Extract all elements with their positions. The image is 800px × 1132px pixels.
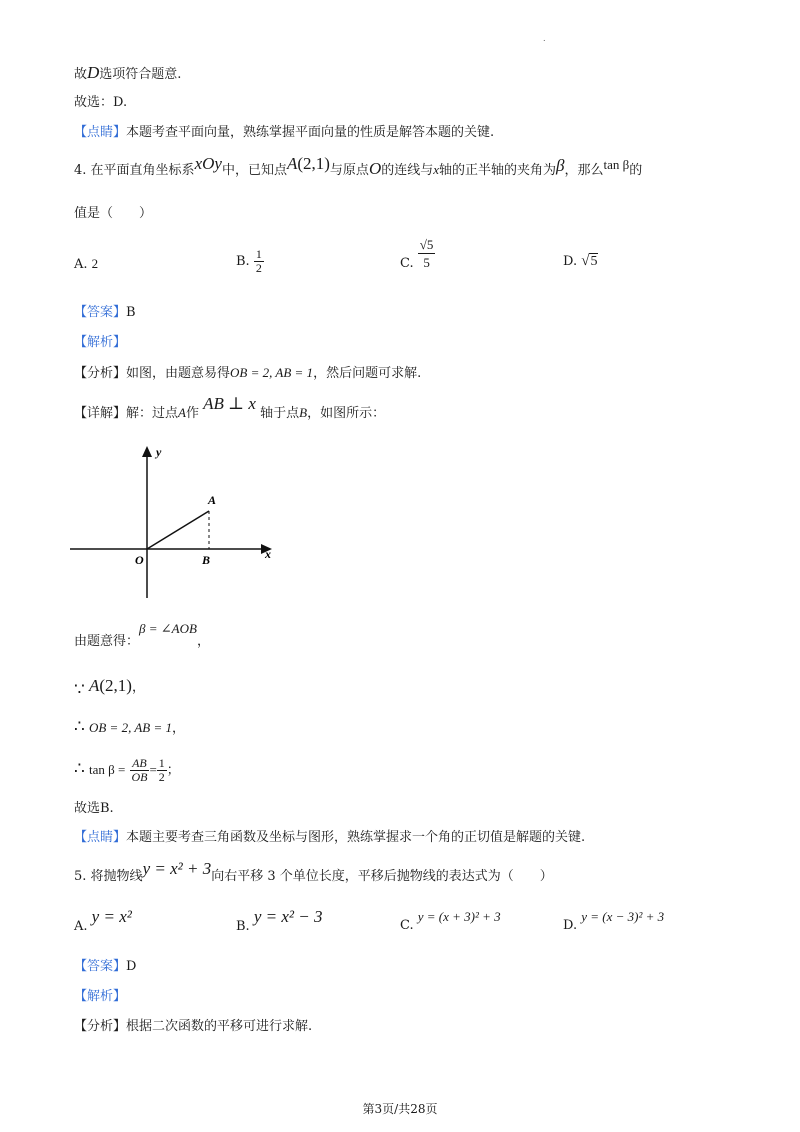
q5-option-b	[236, 907, 323, 934]
q4-step1	[74, 621, 210, 649]
math-tan: tan β =	[88, 762, 126, 777]
fraction-ab-ob	[129, 757, 149, 784]
math-a: A	[88, 676, 100, 695]
text: 的连线与	[381, 163, 434, 178]
question-number: 5.	[74, 869, 87, 884]
math-coords: (2,1)	[99, 676, 132, 695]
answer-tag: 【答案】	[74, 959, 127, 974]
text: 将抛物线	[90, 869, 143, 884]
option-value: y = (x − 3)² + 3	[581, 909, 665, 924]
text: 选项符合题意.	[99, 67, 182, 82]
page-footer: 第3页/共28页	[362, 1102, 438, 1116]
math-x: x	[433, 162, 440, 177]
q4-step4	[74, 752, 180, 786]
origin-label: O	[135, 553, 144, 567]
option-label: B.	[236, 919, 250, 934]
fraction-numerator: 1	[158, 756, 165, 770]
math-tan-beta: tan β	[603, 157, 630, 172]
radical: √5	[581, 253, 598, 269]
x-axis-label: x	[265, 547, 271, 561]
fraction	[254, 248, 264, 275]
math-b: B	[299, 405, 308, 420]
text: 的	[629, 163, 643, 178]
text: 轴的正半轴的夹角为	[439, 163, 557, 178]
text: ；	[166, 763, 180, 778]
answer-value: B	[126, 305, 136, 320]
math-beta-eq: β = ∠AOB	[139, 621, 197, 636]
prev-conclusion-line	[74, 64, 181, 84]
fraction	[418, 236, 436, 271]
option-value: 2	[91, 256, 99, 271]
prev-remark-line	[74, 124, 494, 142]
q4-conclusion: 故选B.	[74, 801, 114, 816]
y-axis-arrow	[142, 446, 152, 457]
answer-value: D	[126, 959, 137, 974]
text: 在平面直角坐标系	[90, 163, 195, 178]
page-mark: .	[543, 34, 546, 43]
option-label: A.	[74, 919, 88, 934]
remark-tag: 【点睛】	[74, 125, 127, 140]
text: ，那么	[564, 163, 604, 178]
text: 故	[74, 67, 88, 82]
fenxi-tag: 【分析】	[74, 366, 127, 381]
text: ，	[131, 680, 145, 695]
text: 作	[185, 406, 199, 421]
text: ，如图所示：	[307, 406, 386, 421]
option-label: C.	[400, 256, 414, 271]
q5-option-a	[74, 907, 132, 934]
remark-text: 本题考查平面向量，熟练掌握平面向量的性质是解答本题的关键.	[126, 125, 495, 140]
fraction-denominator: OB	[131, 770, 148, 784]
math-xoy: xOy	[194, 154, 222, 173]
text: 与原点	[329, 163, 369, 178]
q4-stem-line1	[74, 154, 643, 180]
text: 由题意得：	[74, 634, 140, 649]
prev-choice-line: 故选：D.	[74, 95, 128, 110]
option-value: y = (x + 3)² + 3	[417, 909, 501, 924]
math-expression: OB = 2, AB = 1	[230, 365, 314, 380]
fraction-numerator: AB	[132, 756, 147, 770]
point-b-label: B	[202, 553, 211, 567]
question-number: 4.	[74, 163, 87, 178]
option-label: B.	[236, 254, 250, 269]
q5-stem-line	[74, 859, 553, 886]
math-coords: (2,1)	[297, 154, 330, 173]
math-beta: β	[556, 156, 565, 175]
therefore-symbol: ∴	[74, 759, 85, 779]
fraction-denominator: 2	[255, 261, 262, 275]
analysis-tag: 【解析】	[74, 335, 127, 350]
text: ，然后问题可求解.	[313, 366, 422, 381]
option-label: A.	[74, 257, 88, 272]
option-value: y = x²	[91, 907, 132, 926]
fraction-numerator: √5	[419, 237, 434, 252]
q4-option-a	[74, 255, 98, 274]
q4-remark-line	[74, 829, 585, 847]
q4-detail-line	[74, 394, 386, 423]
q4-answer-line	[74, 304, 136, 322]
option-label: C.	[400, 918, 414, 933]
option-label: D.	[563, 918, 578, 933]
fraction-denominator: 2	[158, 770, 165, 784]
text: ，	[172, 721, 186, 736]
radicand: 5	[590, 254, 598, 269]
math-a: A	[178, 405, 186, 420]
q5-option-c	[400, 908, 501, 933]
fraction-denominator: 5	[423, 255, 430, 270]
because-symbol: ∵	[74, 680, 85, 700]
text: 向右平移 3 个单位长度，平移后抛物线的表达式为（ ）	[211, 869, 553, 884]
q5-option-d	[563, 908, 665, 933]
answer-tag: 【答案】	[74, 305, 127, 320]
q5-fenxi-line	[74, 1018, 312, 1036]
text: 轴于点	[260, 406, 300, 421]
q4-fenxi-line	[74, 364, 421, 383]
q4-step2	[74, 676, 145, 700]
coordinate-figure	[60, 440, 290, 605]
q4-analysis-tag	[74, 334, 126, 352]
text: 中，已知点	[221, 163, 287, 178]
remark-tag: 【点睛】	[74, 830, 127, 845]
y-axis-label: y	[156, 445, 162, 459]
fraction-numerator: 1	[255, 247, 262, 261]
q4-option-d	[563, 252, 598, 271]
q5-answer-line	[74, 958, 136, 976]
fraction-one-half	[157, 757, 167, 784]
math-a: A	[286, 154, 298, 173]
text: 如图，由题意易得	[126, 366, 231, 381]
math-parabola: y = x² + 3	[142, 859, 212, 878]
q5-analysis-tag	[74, 988, 126, 1006]
option-label: D.	[563, 254, 578, 269]
math-d: D	[87, 63, 100, 82]
analysis-tag: 【解析】	[74, 989, 127, 1004]
segment-oa	[147, 511, 209, 549]
q4-option-b	[236, 248, 264, 275]
math-expression: OB = 2, AB = 1	[88, 720, 172, 735]
detail-tag: 【详解】	[74, 406, 127, 421]
fenxi-tag: 【分析】	[74, 1019, 127, 1034]
q4-option-c	[400, 236, 435, 271]
therefore-symbol: ∴	[74, 717, 85, 737]
option-value: y = x² − 3	[253, 907, 323, 926]
equals: =	[149, 762, 157, 777]
text: ，	[196, 634, 210, 649]
point-a-label: A	[208, 493, 217, 507]
remark-text: 本题主要考查三角函数及坐标与图形，熟练掌握求一个角的正切值是解题的关键.	[126, 830, 586, 845]
math-perpendicular: AB ⊥ x	[203, 394, 256, 413]
math-o: O	[368, 159, 382, 178]
q4-step3	[74, 718, 185, 738]
q4-stem-line2: 值是（ ）	[74, 206, 153, 221]
fenxi-text: 根据二次函数的平移可进行求解.	[126, 1019, 313, 1034]
text: 解：过点	[126, 406, 179, 421]
